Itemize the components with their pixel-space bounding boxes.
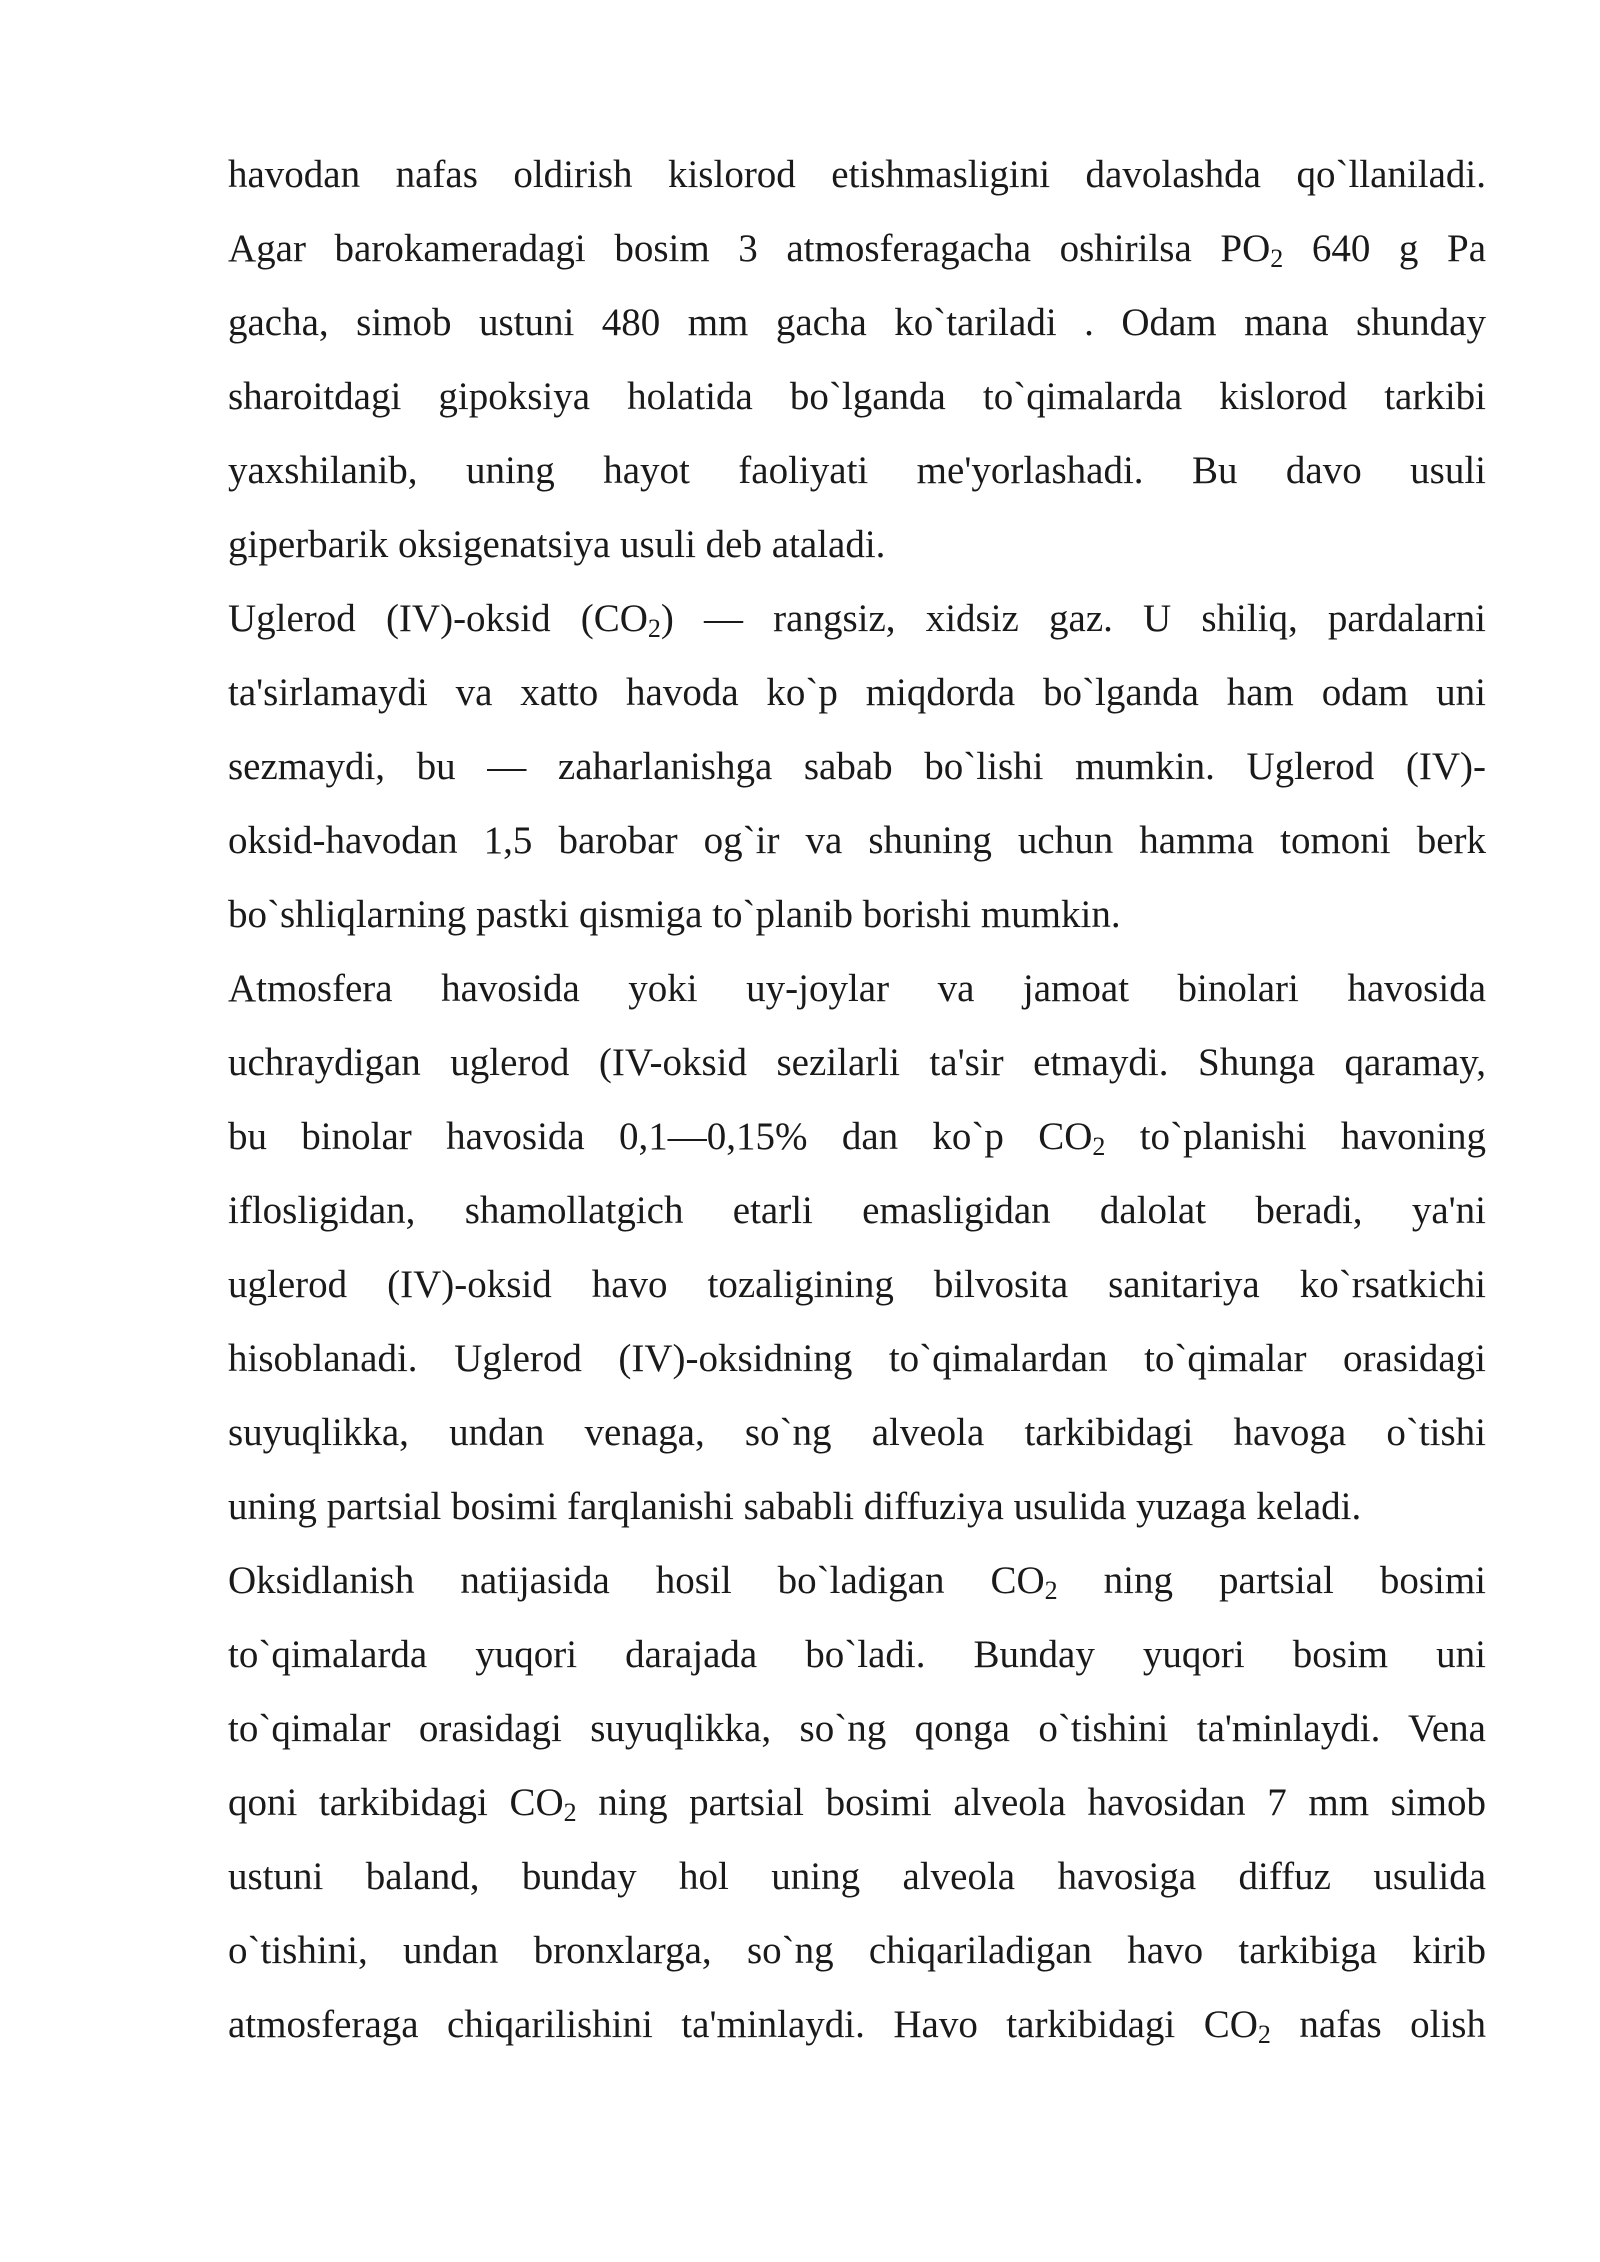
text-line bbox=[228, 1174, 1486, 1248]
text-line bbox=[228, 878, 1486, 952]
subscript: 2 bbox=[1044, 1576, 1058, 1605]
text-line bbox=[228, 952, 1486, 1026]
text-line bbox=[228, 212, 1486, 286]
text-line bbox=[228, 360, 1486, 434]
text-segment: Uglerod (IV)-oksid (CO bbox=[228, 597, 648, 640]
text-segment: uglerod (IV)-oksid havo tozaligining bilvosita sanitariya ko`rsatkichi bbox=[228, 1263, 1486, 1306]
subscript: 2 bbox=[1270, 244, 1284, 273]
text-line bbox=[228, 1618, 1486, 1692]
text-line bbox=[228, 1470, 1486, 1544]
text-segment: bu binolar havosida 0,1—0,15% dan ko`p CO bbox=[228, 1115, 1093, 1158]
text-line bbox=[228, 1396, 1486, 1470]
text-line bbox=[228, 286, 1486, 360]
text-line bbox=[228, 1766, 1486, 1840]
text-segment: bo`shliqlarning pastki qismiga to`planib borishi mumkin. bbox=[228, 893, 1121, 936]
body-text bbox=[228, 138, 1486, 2062]
text-line bbox=[228, 1100, 1486, 1174]
text-line bbox=[228, 1840, 1486, 1914]
text-line bbox=[228, 434, 1486, 508]
text-segment: sharoitdagi gipoksiya holatida bo`lganda to`qimalarda kislorod tarkibi bbox=[228, 375, 1486, 418]
text-line bbox=[228, 1026, 1486, 1100]
text-segment: uning partsial bosimi farqlanishi sababli diffuziya usulida yuzaga keladi. bbox=[228, 1485, 1362, 1528]
text-segment: to`planishi havoning bbox=[1105, 1115, 1486, 1158]
text-segment: yaxshilanib, uning hayot faoliyati me'yorlashadi. Bu davo usuli bbox=[228, 449, 1486, 492]
text-segment: to`qimalarda yuqori darajada bo`ladi. Bunday yuqori bosim uni bbox=[228, 1633, 1486, 1676]
text-segment: havodan nafas oldirish kislorod etishmasligini davolashda qo`llaniladi. bbox=[228, 153, 1486, 196]
text-line bbox=[228, 804, 1486, 878]
text-segment: nafas olish bbox=[1270, 2003, 1486, 2046]
text-segment: to`qimalar orasidagi suyuqlikka, so`ng qonga o`tishini ta'minlaydi. Vena bbox=[228, 1707, 1486, 1750]
text-segment: 640 g Pa bbox=[1283, 227, 1487, 270]
text-line bbox=[228, 1692, 1486, 1766]
subscript: 2 bbox=[1257, 2020, 1271, 2049]
subscript: 2 bbox=[563, 1798, 577, 1827]
paragraph bbox=[228, 952, 1486, 1544]
text-line bbox=[228, 138, 1486, 212]
text-segment: gacha, simob ustuni 480 mm gacha ko`tariladi . Odam mana shunday bbox=[228, 301, 1486, 344]
text-line bbox=[228, 1248, 1486, 1322]
paragraph bbox=[228, 138, 1486, 582]
text-segment: iflosligidan, shamollatgich etarli emasligidan dalolat beradi, ya'ni bbox=[228, 1189, 1486, 1232]
text-segment: ustuni baland, bunday hol uning alveola havosiga diffuz usulida bbox=[228, 1855, 1486, 1898]
text-line bbox=[228, 1322, 1486, 1396]
text-segment: ta'sirlamaydi va xatto havoda ko`p miqdorda bo`lganda ham odam uni bbox=[228, 671, 1486, 714]
text-segment: suyuqlikka, undan venaga, so`ng alveola tarkibidagi havoga o`tishi bbox=[228, 1411, 1486, 1454]
text-segment: oksid-havodan 1,5 barobar og`ir va shuning uchun hamma tomoni berk bbox=[228, 819, 1486, 862]
text-line bbox=[228, 1988, 1486, 2062]
text-segment: giperbarik oksigenatsiya usuli deb ataladi. bbox=[228, 523, 886, 566]
text-segment: uchraydigan uglerod (IV-oksid sezilarli ta'sir etmaydi. Shunga qaramay, bbox=[228, 1041, 1486, 1084]
text-segment: Oksidlanish natijasida hosil bo`ladigan CO bbox=[228, 1559, 1045, 1602]
text-segment: Agar barokameradagi bosim 3 atmosferagacha oshirilsa PO bbox=[228, 227, 1271, 270]
text-segment: ning partsial bosimi alveola havosidan 7 mm simob bbox=[576, 1781, 1486, 1824]
text-segment: ning partsial bosimi bbox=[1057, 1559, 1487, 1602]
text-segment: ) — rangsiz, xidsiz gaz. U shiliq, pardalarni bbox=[660, 597, 1486, 640]
paragraph bbox=[228, 1544, 1486, 2062]
subscript: 2 bbox=[647, 614, 661, 643]
text-line bbox=[228, 656, 1486, 730]
text-line bbox=[228, 1544, 1486, 1618]
subscript: 2 bbox=[1092, 1132, 1106, 1161]
text-segment: sezmaydi, bu — zaharlanishga sabab bo`lishi mumkin. Uglerod (IV)- bbox=[228, 745, 1486, 788]
text-segment: qoni tarkibidagi CO bbox=[228, 1781, 564, 1824]
text-line bbox=[228, 508, 1486, 582]
text-segment: hisoblanadi. Uglerod (IV)-oksidning to`qimalardan to`qimalar orasidagi bbox=[228, 1337, 1486, 1380]
text-line bbox=[228, 1914, 1486, 1988]
text-segment: o`tishini, undan bronxlarga, so`ng chiqariladigan havo tarkibiga kirib bbox=[228, 1929, 1486, 1972]
text-line bbox=[228, 730, 1486, 804]
text-segment: atmosferaga chiqarilishini ta'minlaydi. Havo tarkibidagi CO bbox=[228, 2003, 1258, 2046]
text-line bbox=[228, 582, 1486, 656]
text-segment: Atmosfera havosida yoki uy-joylar va jamoat binolari havosida bbox=[228, 967, 1486, 1010]
paragraph bbox=[228, 582, 1486, 952]
